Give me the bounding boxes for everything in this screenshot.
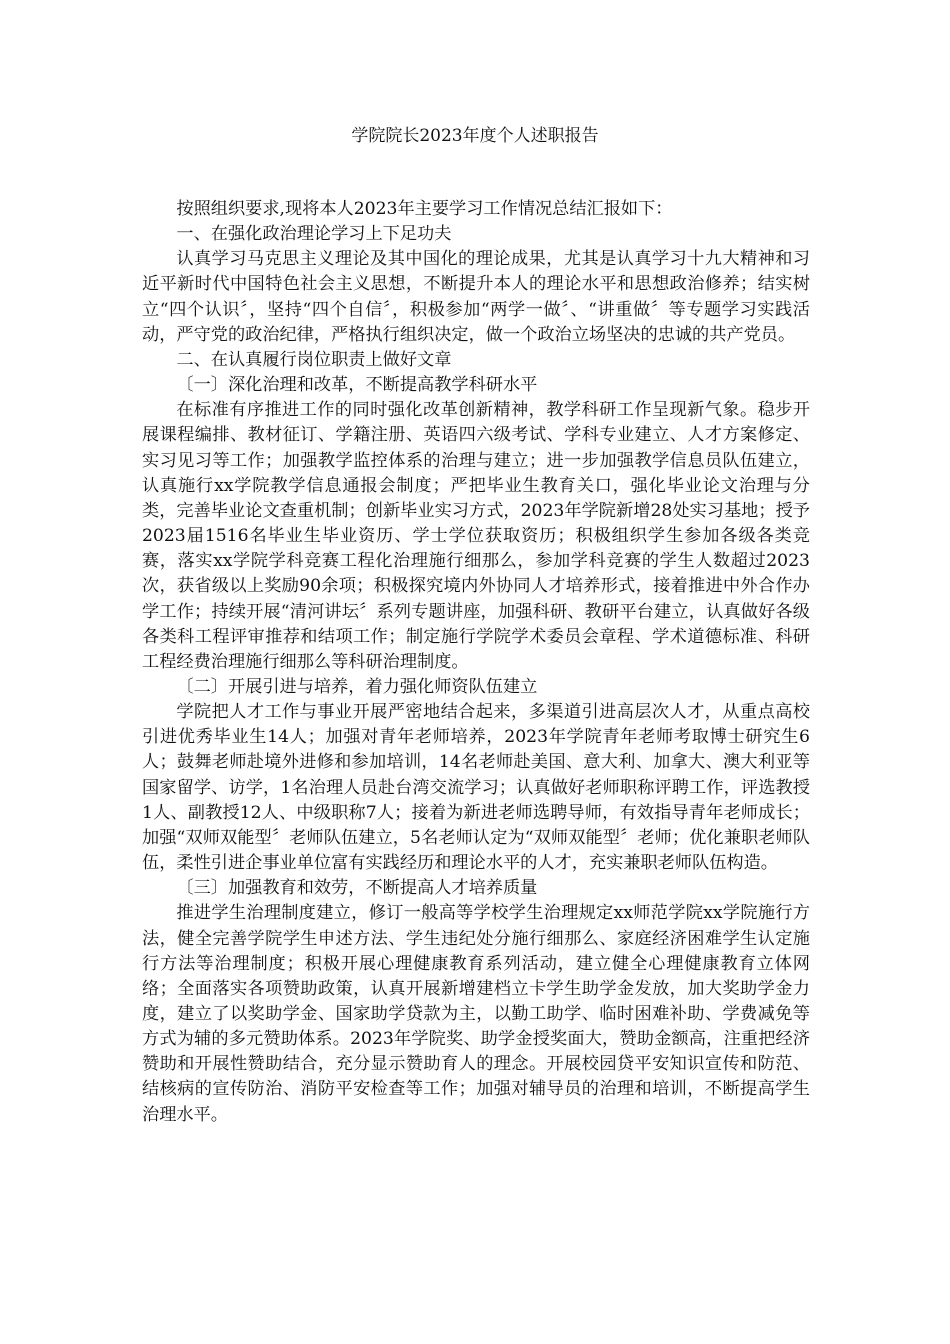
document-body [142,197,810,1128]
intro-paragraph: 按照组织要求,现将本人2023年主要学习工作情况总结汇报如下： [176,199,673,219]
document-title: 学院院长2023年度个人述职报告 [351,126,599,146]
subsection-heading-1: 〔一〕深化治理和改革，不断提高教学科研水平 [176,375,538,396]
subsection-heading-3: 〔三〕加强教育和效劳，不断提高人才培养质量 [176,878,538,899]
section-heading-2: 二、在认真履行岗位职责上做好文章 [176,349,452,370]
subsection-1-paragraph: 在标准有序推进工作的同时强化改革创新精神，教学科研工作呈现新气象。稳步开展课程编排、教材征订、学籍注册、英语四六级考试、学科专业建立、人才方案修定、实习见习等工作；加强教学监控体系的治理与建立；进一步加强教学信息员队伍建立，认真施行xx学院教学信息通报会制度；严把毕业生教育关口，强化毕业论文治理与分类，完善毕业论文查重机制；创新毕业实习方式，2023年学院新增28处实习基地；授予2023届1516名毕业生毕业资历、学士学位获取资历；积极组织学生参加各级各类竞赛，落实xx学院学科竞赛工程化治理施行细那么，参加学科竞赛的学生人数超过2023次，获省级以上奖励90余项；积极探究境内外协同人才培养形式，接着推进中外合作办学工作；持续开展“清河讲坛〞系列专题讲座，加强科研、教研平台建立，认真做好各级各类科工程评审推荐和结项工作；制定施行学院学术委员会章程、学术道德标准、科研工程经费治理施行细那么等科研治理制度。 [142,400,810,672]
subsection-3-paragraph: 推进学生治理制度建立，修订一般高等学校学生治理规定xx师范学院xx学院施行方法，健全完善学院学生申述方法、学生违纪处分施行细那么、家庭经济困难学生认定施行方法等治理制度；积极开展心理健康教育系列活动，建立健全心理健康教育立体网络；全面落实各项赞助政策，认真开展新增建档立卡学生助学金发放，加大奖助学金力度，建立了以奖助学金、国家助学贷款为主，以勤工助学、临时困难补助、学费减免等方式为辅的多元赞助体系。2023年学院奖、助学金授奖面大，赞助金额高，注重把经济赞助和开展性赞助结合，充分显示赞助育人的理念。开展校园贷平安知识宣传和防范、结核病的宣传防治、消防平安检查等工作；加强对辅导员的治理和培训，不断提高学生治理水平。 [142,903,810,1125]
section-1-paragraph: 认真学习马克思主义理论及其中国化的理论成果，尤其是认真学习十九大精神和习近平新时代中国特色社会主义思想，不断提升本人的理论水平和思想政治修养；结实树立“四个认识〞，坚持“四个自信〞，积极参加“两学一做〞、“讲重做〞等专题学习实践活动，严守党的政治纪律，严格执行组织决定，做一个政治立场坚决的忠诚的共产党员。 [142,249,810,345]
subsection-2-paragraph: 学院把人才工作与事业开展严密地结合起来，多渠道引进高层次人才，从重点高校引进优秀毕业生14人；加强对青年老师培养，2023年学院青年老师考取博士研究生6人；鼓舞老师赴境外进修和参加培训，14名老师赴美国、意大利、加拿大、澳大利亚等国家留学、访学，1名治理人员赴台湾交流学习；认真做好老师职称评聘工作，评选教授1人、副教授12人、中级职称7人；接着为新进老师选聘导师，有效指导青年老师成长；加强“双师双能型〞老师队伍建立，5名老师认定为“双师双能型〞老师；优化兼职老师队伍，柔性引进企事业单位富有实践经历和理论水平的人才，充实兼职老师队伍构造。 [142,702,810,874]
section-heading-1: 一、在强化政治理论学习上下足功夫 [176,224,452,245]
subsection-heading-2: 〔二〕开展引进与培养，着力强化师资队伍建立 [176,676,538,697]
